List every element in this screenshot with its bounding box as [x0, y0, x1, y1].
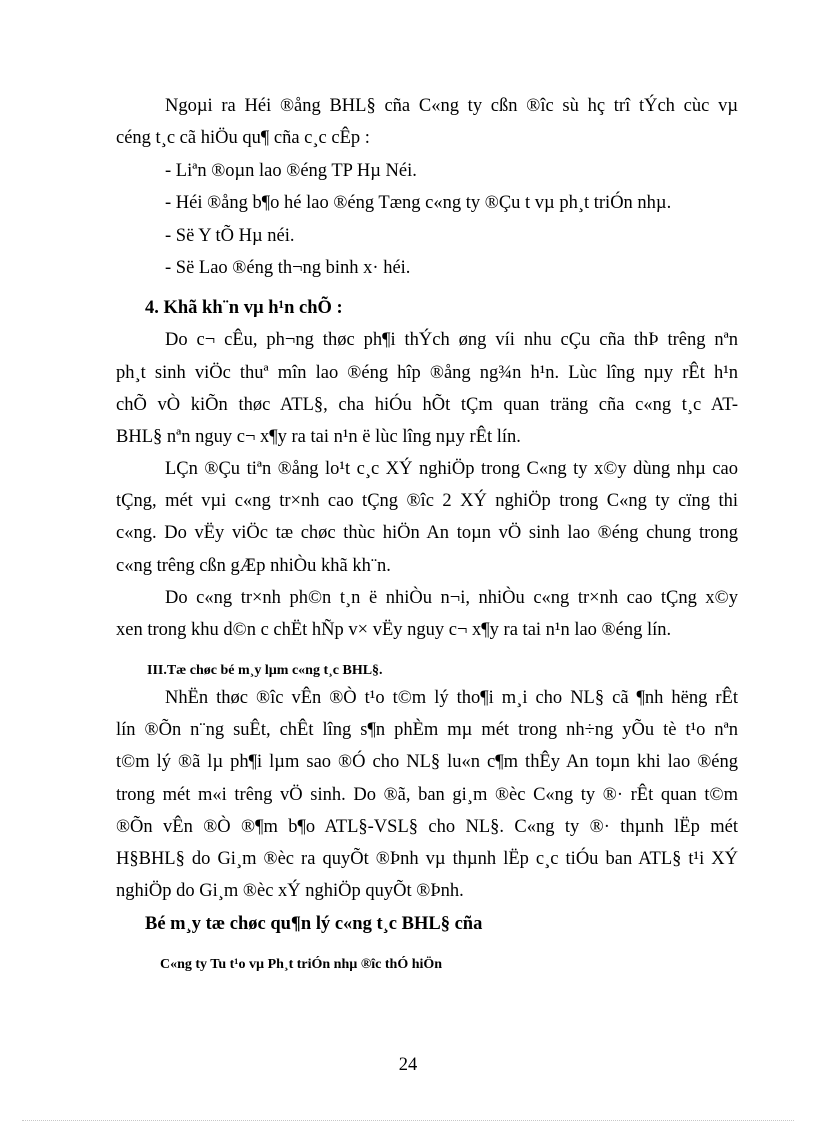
list-item: - Héi ®ång b¶o hé lao ®éng Tæng c«ng ty ®Çu t vµ ph¸t triÓn nhµ.: [165, 193, 672, 213]
paragraph-line: ®Õn vÊn ®Ò ®¶m b¶o ATL§-VSL§ cho NL§. C«ng ty ®· thµnh lËp mét: [116, 817, 738, 837]
list-item: - Së Lao ®éng th¬ng binh x· héi.: [165, 258, 411, 278]
section-heading: 4. Khã kh¨n vµ h¹n chÕ :: [145, 298, 343, 318]
paragraph-line: tÇng, mét vµi c«ng tr×nh cao tÇng ®îc 2 XÝ nghiÖp trong C«ng ty cïng thi: [116, 491, 738, 511]
paragraph-line: nghiÖp do Gi¸m ®èc xÝ nghiÖp quyÕt ®Þnh.: [116, 881, 464, 901]
diagram-caption: C«ng ty Tu t¹o vµ Ph¸t triÓn nhµ ®îc thÓ hiÖn: [160, 957, 443, 972]
section-heading: III.Tæ chøc bé m¸y lµm c«ng t¸c BHL§.: [147, 663, 383, 678]
paragraph-line: H§BHL§ do Gi¸m ®èc ra quyÕt ®Þnh vµ thµnh lËp c¸c tiÓu ban ATL§ t¹i XÝ: [116, 849, 738, 869]
paragraph-line: céng t¸c cã hiÖu qu¶ cña c¸c cÊp :: [116, 128, 370, 148]
paragraph-line: Ngoµi ra Héi ®ång BHL§ cña C«ng ty cßn ®îc sù hç trî tÝch cùc vµ: [165, 96, 738, 116]
paragraph-line: LÇn ®Çu tiªn ®ång lo¹t c¸c XÝ nghiÖp trong C«ng ty x©y dùng nhµ cao: [165, 459, 738, 479]
paragraph-line: t©m lý ®ã lµ ph¶i lµm sao ®Ó cho NL§ lu«n c¶m thÊy An toµn khi lao ®éng: [116, 752, 738, 772]
paragraph-line: c«ng. Do vËy viÖc tæ chøc thùc hiÖn An toµn vÖ sinh lao ®éng chung trong: [116, 523, 738, 543]
page-bottom-rule: [22, 1120, 794, 1121]
paragraph-line: Do c«ng tr×nh ph©n t¸n ë nhiÒu n¬i, nhiÒu c«ng tr×nh cao tÇng x©y: [165, 588, 738, 608]
diagram-caption: Bé m¸y tæ chøc qu¶n lý c«ng t¸c BHL§ cña: [145, 914, 483, 934]
paragraph-line: xen trong khu d©n c chËt hÑp v× vËy nguy c¬ x¶y ra tai n¹n lao ®éng lín.: [116, 620, 672, 640]
paragraph-line: BHL§ nªn nguy c¬ x¶y ra tai n¹n ë lùc lîng nµy rÊt lín.: [116, 427, 521, 447]
paragraph-line: lín ®Õn n¨ng suÊt, chÊt lîng s¶n phÈm mµ mét trong nh÷ng yÕu tè t¹o nªn: [116, 720, 738, 740]
page-number: 24: [398, 1055, 418, 1075]
list-item: - Liªn ®oµn lao ®éng TP Hµ Néi.: [165, 161, 417, 181]
paragraph-line: ph¸t sinh viÖc thuª mîn lao ®éng hîp ®ång ng¾n h¹n. Lùc lîng nµy rÊt h¹n: [116, 363, 738, 383]
list-item: - Së Y tÕ Hµ néi.: [165, 226, 295, 246]
paragraph-line: NhËn thøc ®îc vÊn ®Ò t¹o t©m lý tho¶i m¸i cho NL§ cã ¶nh hëng rÊt: [165, 688, 738, 708]
paragraph-line: Do c¬ cÊu, ph¬ng thøc ph¶i thÝch øng víi nhu cÇu cña thÞ trêng nªn: [165, 330, 738, 350]
paragraph-line: trong mét m«i trêng vÖ sinh. Do ®ã, ban gi¸m ®èc C«ng ty ®· rÊt quan t©m: [116, 785, 738, 805]
paragraph-line: c«ng trêng cßn gÆp nhiÒu khã kh¨n.: [116, 556, 391, 576]
paragraph-line: chÕ vÒ kiÕn thøc ATL§, cha hiÓu hÕt tÇm quan träng cña c«ng t¸c AT-: [116, 395, 738, 415]
